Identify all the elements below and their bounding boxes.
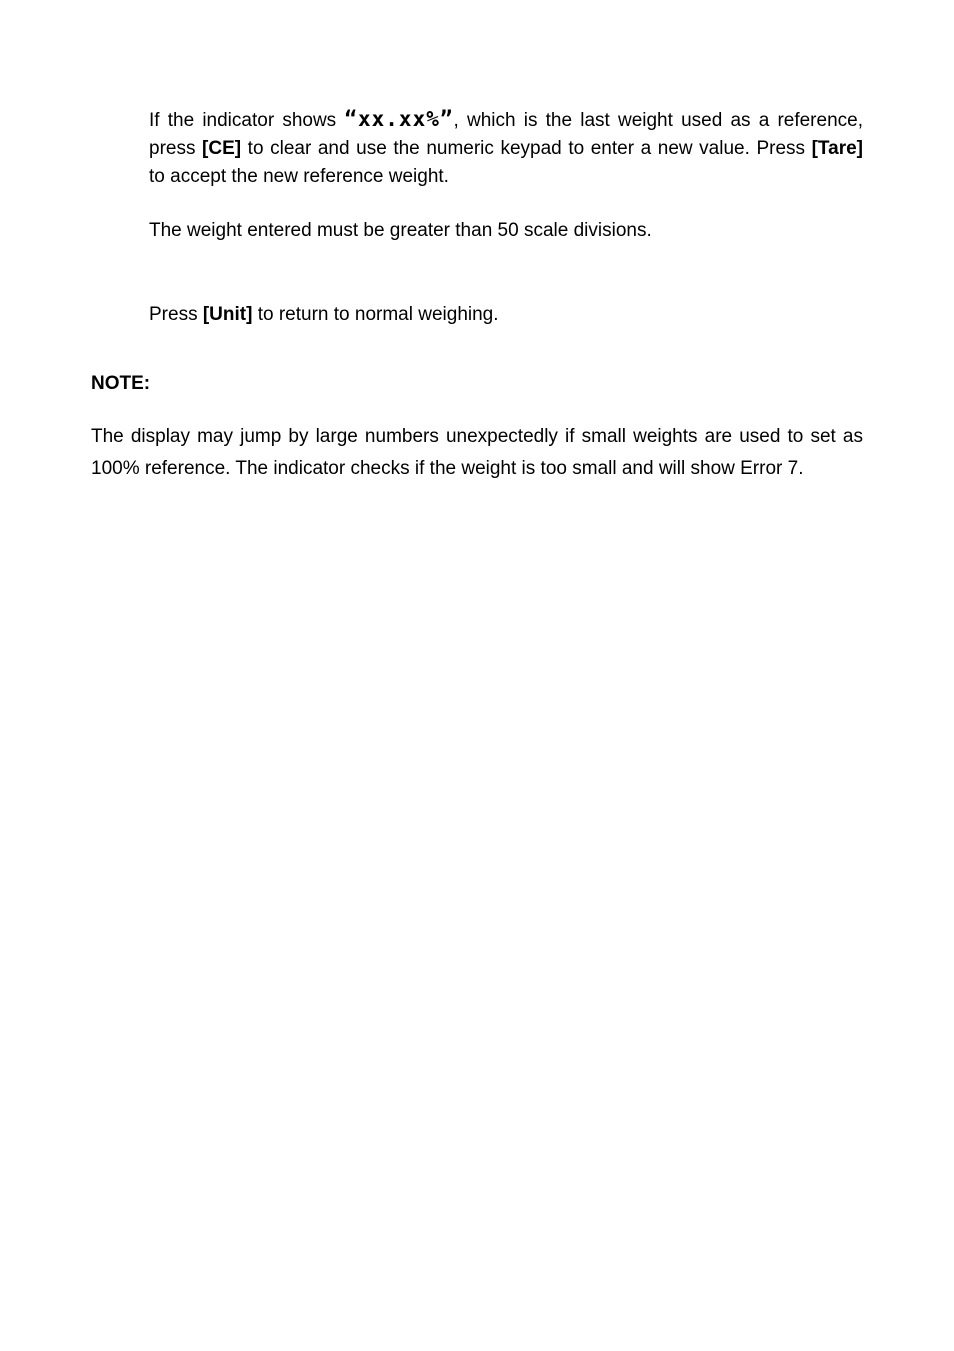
paragraph-text: to accept the new reference weight. [149, 166, 449, 187]
return-paragraph [149, 301, 863, 329]
paragraph-text: , which is the last weight used as a reference, press [149, 110, 863, 159]
note-body: The display may jump by large numbers unexpectedly if small weights are used to set as 100% reference. The indicator checks if the weight is too small and will show Error 7. [91, 426, 863, 479]
reference-weight-paragraph [149, 105, 863, 191]
paragraph-text: to clear and use the numeric keypad to enter a new value. Press [241, 138, 812, 159]
paragraph-text: If the indicator shows [149, 110, 345, 131]
display-readout: “xx.xx%” [344, 107, 454, 131]
minimum-weight-paragraph [149, 217, 863, 245]
note-heading: NOTE: [91, 373, 151, 394]
ce-key-label: [CE] [202, 138, 242, 159]
unit-key-label: [Unit] [202, 304, 253, 325]
tare-key-label: [Tare] [811, 138, 863, 159]
paragraph-text: Press [149, 304, 203, 325]
paragraph-text: to return to normal weighing. [252, 304, 499, 325]
paragraph-text: The weight entered must be greater than 50 scale divisions. [149, 220, 652, 241]
